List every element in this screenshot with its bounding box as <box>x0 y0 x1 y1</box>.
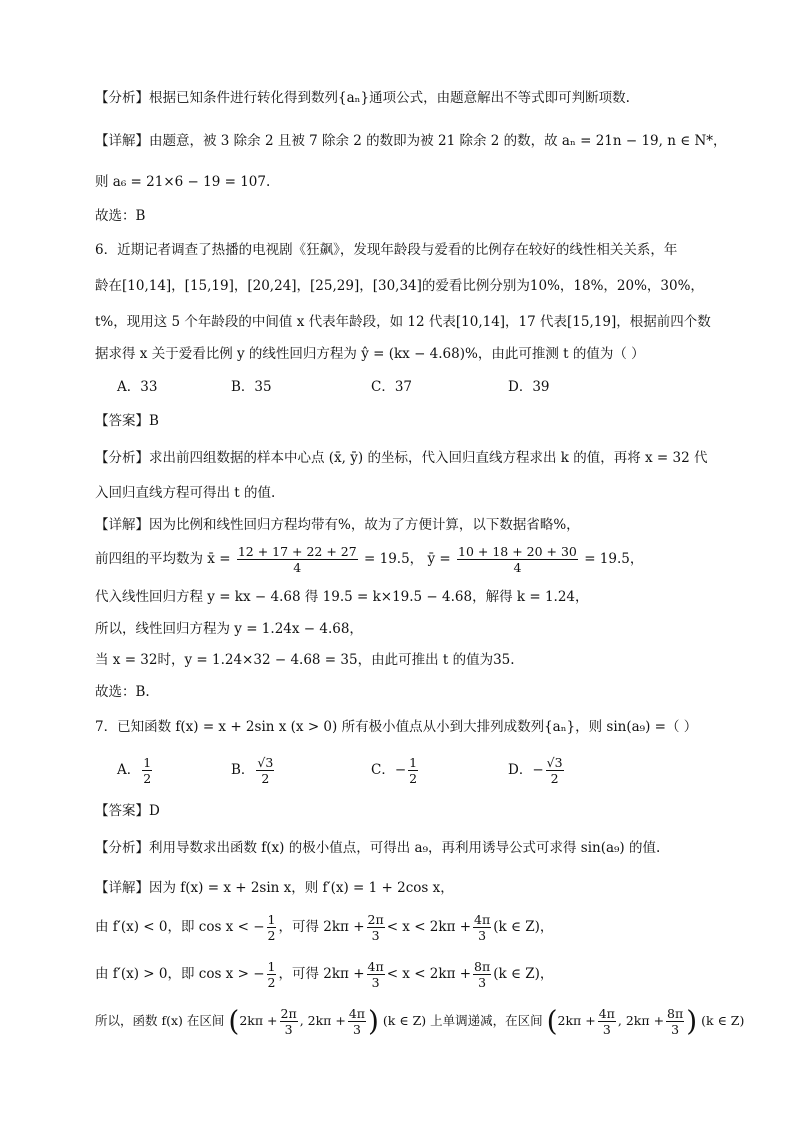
q7-option-d-sign: − <box>532 762 544 778</box>
q6-option-b: B．35 <box>231 379 272 395</box>
q7-option-d <box>508 755 566 786</box>
inc-part-d: (k ∈ Z)， <box>493 966 554 982</box>
q7-option-d-den: 2 <box>550 771 559 786</box>
inc-frac-2 <box>367 959 385 990</box>
i2-frac-2-den: 3 <box>671 1022 680 1037</box>
final-part-a: 所以，函数 f(x) 在区间 <box>95 1013 225 1028</box>
i1-part-a: 2kπ + <box>239 1013 278 1028</box>
inc-frac-1 <box>267 959 277 990</box>
final-part-c: (k ∈ Z) <box>701 1013 745 1028</box>
dec-frac-1 <box>267 912 277 943</box>
inc-frac-2-num: 4π <box>367 959 384 974</box>
i2-frac-2-num: 8π <box>667 1006 684 1021</box>
i2-frac-1 <box>598 1006 616 1037</box>
detail-q7-intervals <box>95 1006 744 1037</box>
q6-stem-2: 龄在[10,14]，[15,19]，[20,24]，[25,29]，[30,34]的爱看比例分别为10%，18%，20%，30%， <box>95 278 704 294</box>
i1-frac-2-num: 4π <box>348 1006 365 1021</box>
q7-option-d-num: √3 <box>546 755 563 770</box>
inc-frac-3-den: 3 <box>478 975 487 990</box>
choice-q6: 故选：B. <box>95 684 150 700</box>
y-mean-value: = 19.5， <box>584 551 644 567</box>
i1-frac-2-den: 3 <box>352 1022 361 1037</box>
i2-part-b: , 2kπ + <box>617 1013 665 1028</box>
y-mean-denominator: 4 <box>513 560 522 575</box>
q6-stem-1: 6．近期记者调查了热播的电视剧《狂飙》，发现年龄段与爱看的比例存在较好的线性相关关系，年 <box>95 242 678 258</box>
inc-frac-1-den: 2 <box>267 975 276 990</box>
close-paren-icon: ) <box>368 1004 379 1038</box>
open-paren-icon: ( <box>546 1004 558 1038</box>
detail-q7-1: 【详解】因为 f(x) = x + 2sin x，则 f′(x) = 1 + 2cos x， <box>95 880 454 896</box>
q6-option-a: A．33 <box>117 379 158 395</box>
analysis-q6-2: 入回归直线方程可得出 t 的值. <box>95 485 276 501</box>
detail-q5-result: 则 a₆ = 21×6 − 19 = 107. <box>95 174 271 190</box>
analysis-q6-1: 【分析】求出前四组数据的样本中心点 (x̄, ȳ) 的坐标，代入回归直线方程求出 k 的值，再将 x = 32 代 <box>95 450 708 466</box>
i2-frac-1-den: 3 <box>602 1022 611 1037</box>
x-mean-fraction <box>237 544 358 575</box>
inc-part-a: 由 f′(x) > 0，即 cos x > − <box>95 966 265 982</box>
q7-option-c-sign: − <box>394 762 407 778</box>
i1-frac-1-den: 3 <box>284 1022 293 1037</box>
dec-frac-3-num: 4π <box>474 912 491 927</box>
inc-frac-1-num: 1 <box>267 959 276 974</box>
i1-frac-2 <box>348 1006 366 1037</box>
detail-q6-1: 【详解】因为比例和线性回归方程均带有%，故为了方便计算，以下数据省略%， <box>95 517 580 533</box>
dec-frac-2-num: 2π <box>367 912 384 927</box>
i2-frac-2 <box>666 1006 684 1037</box>
inc-frac-2-den: 3 <box>371 975 380 990</box>
i1-frac-1 <box>280 1006 298 1037</box>
detail-q5: 【详解】由题意，被 3 除余 2 且被 7 除余 2 的数即为被 21 除余 2 的数，故 aₙ = 21n − 19, n ∈ N*， <box>95 133 727 149</box>
q6-option-d: D．39 <box>508 379 550 395</box>
q7-option-a-fraction <box>142 755 152 786</box>
detail-q6-k: 代入线性回归方程 y = kx − 4.68 得 19.5 = k×19.5 − 4.68，解得 k = 1.24， <box>95 589 589 605</box>
q7-option-b-num: √3 <box>257 755 274 770</box>
q7-option-b-den: 2 <box>261 771 270 786</box>
q7-option-c-fraction <box>408 755 418 786</box>
q7-option-c-den: 2 <box>409 771 418 786</box>
open-paren-icon: ( <box>228 1004 240 1038</box>
q6-option-c: C．37 <box>371 379 413 395</box>
means-prefix: 前四组的平均数为 x̄ = <box>95 551 231 567</box>
dec-frac-2 <box>367 912 385 943</box>
dec-frac-3-den: 3 <box>478 928 487 943</box>
detail-q6-means <box>95 544 643 575</box>
analysis-q7: 【分析】利用导数求出函数 f(x) 的极小值点，可得出 a₉，再利用诱导公式可求得 sin(a₉) 的值. <box>95 840 661 856</box>
dec-frac-3 <box>473 912 491 943</box>
inc-frac-3-num: 8π <box>474 959 491 974</box>
inc-part-b: ，可得 2kπ + <box>278 966 365 982</box>
detail-q7-decreasing <box>95 912 553 943</box>
detail-q6-t: 当 x = 32时，y = 1.24×32 − 4.68 = 35，由此可推出 t 的值为35. <box>95 652 515 668</box>
q7-option-d-fraction <box>546 755 564 786</box>
i2-part-a: 2kπ + <box>557 1013 596 1028</box>
dec-part-c: < x < 2kπ + <box>386 919 472 935</box>
q7-option-b-label: B． <box>231 762 255 778</box>
i1-frac-1-num: 2π <box>280 1006 297 1021</box>
q7-option-c-label: C． <box>371 762 395 778</box>
q6-stem-3: t%，现用这 5 个年龄段的中间值 x 代表年龄段，如 12 代表[10,14]，17 代表[15,19]，根据前四个数 <box>95 314 711 330</box>
dec-part-a: 由 f′(x) < 0，即 cos x < − <box>95 919 265 935</box>
dec-frac-2-den: 3 <box>371 928 380 943</box>
analysis-q5: 【分析】根据已知条件进行转化得到数列{aₙ}通项公式，由题意解出不等式即可判断项数. <box>95 90 630 106</box>
final-part-b: (k ∈ Z) 上单调递减，在区间 <box>382 1013 543 1028</box>
dec-part-d: (k ∈ Z)， <box>493 919 554 935</box>
close-paren-icon: ) <box>686 1004 698 1038</box>
dec-frac-1-den: 2 <box>267 928 276 943</box>
choice-q5: 故选：B <box>95 208 146 224</box>
detail-q7-increasing <box>95 959 553 990</box>
x-mean-numerator: 12 + 17 + 22 + 27 <box>237 544 357 559</box>
q7-stem: 7．已知函数 f(x) = x + 2sin x (x > 0) 所有极小值点从小到大排列成数列{aₙ}，则 sin(a₉) =（ ） <box>95 719 698 735</box>
inc-frac-3 <box>473 959 491 990</box>
q7-option-a-num: 1 <box>143 755 152 770</box>
q7-option-b-fraction <box>256 755 274 786</box>
q7-option-a-den: 2 <box>143 771 152 786</box>
q6-stem-4: 据求得 x 关于爱看比例 y 的线性回归方程为 ŷ = (kx − 4.68)%，由此可推测 t 的值为（ ） <box>95 346 645 362</box>
answer-q6: 【答案】B <box>95 413 159 429</box>
q7-option-a <box>117 755 154 786</box>
q7-option-b <box>231 755 276 786</box>
y-mean-fraction <box>457 544 578 575</box>
x-mean-value: = 19.5， <box>364 551 424 567</box>
q7-option-a-label: A． <box>117 762 141 778</box>
q7-option-c-num: 1 <box>409 755 418 770</box>
x-mean-denominator: 4 <box>293 560 302 575</box>
q7-option-c <box>371 755 420 786</box>
answer-q7: 【答案】D <box>95 803 160 819</box>
detail-q6-equation: 所以，线性回归方程为 y = 1.24x − 4.68， <box>95 621 363 637</box>
dec-part-b: ，可得 2kπ + <box>278 919 365 935</box>
i2-frac-1-num: 4π <box>598 1006 615 1021</box>
inc-part-c: < x < 2kπ + <box>386 966 472 982</box>
dec-frac-1-num: 1 <box>267 912 276 927</box>
y-mean-label: ȳ = <box>427 551 451 567</box>
q7-option-d-label: D． <box>508 762 533 778</box>
y-mean-numerator: 10 + 18 + 20 + 30 <box>458 544 577 559</box>
i1-part-b: , 2kπ + <box>299 1013 346 1028</box>
